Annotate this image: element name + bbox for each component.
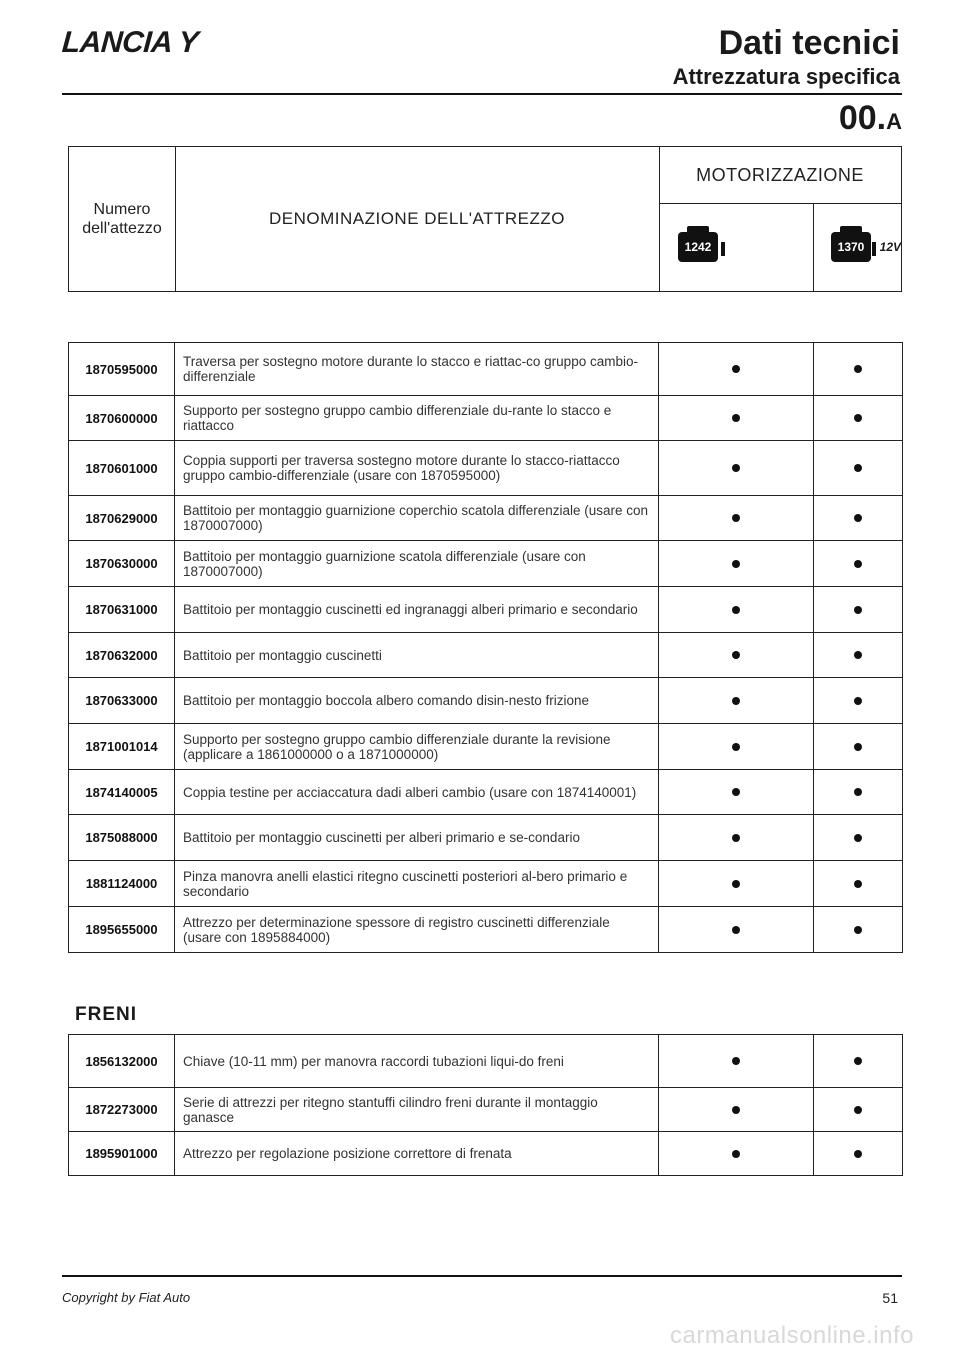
applicability-cell [814, 815, 903, 861]
applicable-dot-icon [732, 697, 740, 705]
column-header-name: DENOMINAZIONE DELL'ATTREZZO [175, 147, 660, 291]
column-header-number: Numero dell'attezzo [69, 147, 176, 291]
applicable-dot-icon [854, 464, 862, 472]
applicability-cell [814, 907, 903, 953]
applicable-dot-icon [854, 926, 862, 934]
tool-number: 1895655000 [69, 907, 175, 953]
tool-description: Coppia testine per acciaccatura dadi alberi cambio (usare con 1874140001) [175, 770, 659, 815]
table-row [69, 1088, 903, 1132]
applicable-dot-icon [732, 365, 740, 373]
applicability-cell [659, 496, 814, 541]
table-row [69, 343, 903, 396]
footer-divider [62, 1275, 902, 1277]
applicable-dot-icon [854, 697, 862, 705]
table-row [69, 815, 903, 861]
applicable-dot-icon [854, 365, 862, 373]
tool-description: Chiave (10-11 mm) per manovra raccordi tubazioni liqui-do freni [175, 1035, 659, 1088]
table-row [69, 861, 903, 907]
table-row [69, 1035, 903, 1088]
tool-number: 1875088000 [69, 815, 175, 861]
tool-description: Battitoio per montaggio boccola albero comando disin-nesto frizione [175, 678, 659, 724]
page-subtitle: Attrezzatura specifica [672, 64, 900, 89]
applicable-dot-icon [732, 1106, 740, 1114]
applicability-cell [814, 1035, 903, 1088]
applicability-cell [659, 541, 814, 587]
applicability-cell [659, 1035, 814, 1088]
tool-description: Coppia supporti per traversa sostegno motore durante lo stacco-riattacco gruppo cambio-differenziale (usare con 1870595000) [175, 441, 659, 496]
applicable-dot-icon [854, 1106, 862, 1114]
copyright-notice: Copyright by Fiat Auto [62, 1290, 191, 1305]
tool-description: Pinza manovra anelli elastici ritegno cuscinetti posteriori al-bero primario e secondario [175, 861, 659, 907]
table-row [69, 441, 903, 496]
applicable-dot-icon [732, 514, 740, 522]
tool-number: 1874140005 [69, 770, 175, 815]
applicable-dot-icon [732, 651, 740, 659]
engine-variant-label: 12V [879, 240, 901, 254]
tool-description: Attrezzo per regolazione posizione correttore di frenata [175, 1132, 659, 1176]
column-header-table [68, 146, 902, 292]
applicable-dot-icon [732, 743, 740, 751]
applicability-cell [814, 1132, 903, 1176]
brakes-table [68, 1034, 903, 1176]
applicable-dot-icon [732, 1150, 740, 1158]
section-heading-freni: FRENI [75, 1004, 137, 1025]
applicable-dot-icon [854, 788, 862, 796]
applicability-cell [814, 678, 903, 724]
applicability-cell [659, 815, 814, 861]
applicability-cell [814, 541, 903, 587]
applicable-dot-icon [854, 743, 862, 751]
tool-number: 1872273000 [69, 1088, 175, 1132]
applicable-dot-icon [854, 514, 862, 522]
applicability-cell [659, 770, 814, 815]
applicable-dot-icon [732, 926, 740, 934]
applicability-cell [659, 678, 814, 724]
table-row [69, 541, 903, 587]
applicability-cell [659, 587, 814, 633]
page-title: Dati tecnici [718, 24, 900, 62]
tool-number: 1856132000 [69, 1035, 175, 1088]
section-code: 00.A [838, 99, 902, 137]
applicable-dot-icon [732, 788, 740, 796]
applicability-cell [814, 441, 903, 496]
column-header-motorization: MOTORIZZAZIONE [659, 147, 901, 204]
applicable-dot-icon [732, 880, 740, 888]
tool-description: Battitoio per montaggio cuscinetti per alberi primario e se-condario [175, 815, 659, 861]
applicability-cell [814, 396, 903, 441]
applicability-cell [659, 907, 814, 953]
applicability-cell [814, 1088, 903, 1132]
applicability-cell [659, 343, 814, 396]
page-number: 51 [882, 1290, 898, 1306]
applicable-dot-icon [854, 651, 862, 659]
applicable-dot-icon [732, 1057, 740, 1065]
table-row [69, 496, 903, 541]
applicability-cell [659, 441, 814, 496]
tool-description: Traversa per sostegno motore durante lo stacco e riattac-co gruppo cambio-differenziale [175, 343, 659, 396]
tool-number: 1870632000 [69, 633, 175, 678]
applicable-dot-icon [732, 606, 740, 614]
tool-description: Battitoio per montaggio cuscinetti ed ingranaggi alberi primario e secondario [175, 587, 659, 633]
tool-description: Serie di attrezzi per ritegno stantuffi cilindro freni durante il montaggio ganasce [175, 1088, 659, 1132]
applicable-dot-icon [854, 880, 862, 888]
tool-number: 1870629000 [69, 496, 175, 541]
applicable-dot-icon [732, 414, 740, 422]
engine-1242-header [659, 203, 814, 291]
applicable-dot-icon [854, 1150, 862, 1158]
applicability-cell [659, 724, 814, 770]
tool-number: 1881124000 [69, 861, 175, 907]
applicability-cell [814, 496, 903, 541]
applicability-cell [814, 633, 903, 678]
applicable-dot-icon [854, 560, 862, 568]
applicability-cell [659, 861, 814, 907]
tool-description: Battitoio per montaggio guarnizione scatola differenziale (usare con 1870007000) [175, 541, 659, 587]
brand-logo: LANCIA Y [60, 26, 200, 59]
table-row [69, 770, 903, 815]
applicability-cell [659, 633, 814, 678]
tool-number: 1870630000 [69, 541, 175, 587]
tool-description: Attrezzo per determinazione spessore di registro cuscinetti differenziale (usare con 1895884000) [175, 907, 659, 953]
applicability-cell [814, 770, 903, 815]
applicability-cell [814, 343, 903, 396]
header-divider [62, 93, 902, 95]
tools-table [68, 342, 903, 953]
applicability-cell [659, 396, 814, 441]
engine-block-icon: 1370 [828, 226, 872, 268]
table-row [69, 1132, 903, 1176]
tool-number: 1895901000 [69, 1132, 175, 1176]
tool-number: 1870595000 [69, 343, 175, 396]
table-row [69, 396, 903, 441]
applicable-dot-icon [854, 834, 862, 842]
tool-description: Supporto per sostegno gruppo cambio differenziale du-rante lo stacco e riattacco [175, 396, 659, 441]
tool-description: Battitoio per montaggio guarnizione coperchio scatola differenziale (usare con 1870007000) [175, 496, 659, 541]
applicable-dot-icon [732, 834, 740, 842]
table-row [69, 587, 903, 633]
table-row [69, 678, 903, 724]
applicable-dot-icon [854, 414, 862, 422]
tool-description: Supporto per sostegno gruppo cambio differenziale durante la revisione (applicare a 1861000000 o a 1871000000) [175, 724, 659, 770]
applicable-dot-icon [732, 560, 740, 568]
engine-1370-header [814, 203, 901, 291]
applicability-cell [814, 724, 903, 770]
tool-number: 1871001014 [69, 724, 175, 770]
table-row [69, 907, 903, 953]
tool-number: 1870601000 [69, 441, 175, 496]
table-row [69, 633, 903, 678]
tool-description: Battitoio per montaggio cuscinetti [175, 633, 659, 678]
applicable-dot-icon [732, 464, 740, 472]
tool-number: 1870631000 [69, 587, 175, 633]
applicable-dot-icon [854, 606, 862, 614]
engine-block-icon: 1242 [675, 226, 721, 268]
applicability-cell [814, 587, 903, 633]
applicability-cell [659, 1088, 814, 1132]
applicability-cell [659, 1132, 814, 1176]
tool-number: 1870600000 [69, 396, 175, 441]
watermark: carmanualsonline.info [670, 1322, 914, 1349]
table-row [69, 724, 903, 770]
applicable-dot-icon [854, 1057, 862, 1065]
tool-number: 1870633000 [69, 678, 175, 724]
applicability-cell [814, 861, 903, 907]
